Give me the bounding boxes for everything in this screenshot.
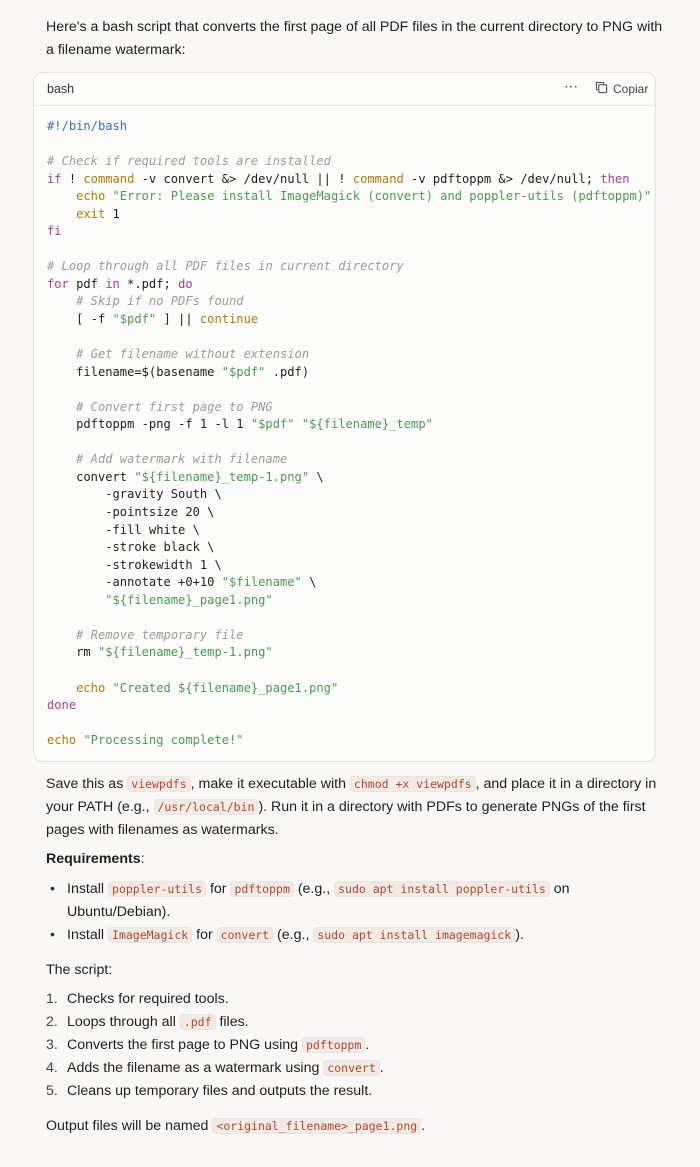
requirements-label: Requirements [46,851,141,867]
code-token: -gravity South \ [47,487,222,502]
code-line [47,486,651,504]
steps-list [46,988,666,1103]
code-token: fi [47,224,62,239]
code-token: exit [76,206,106,221]
code-line [47,609,651,627]
code-line [47,311,651,329]
output-note [46,1115,666,1138]
code-token: "Processing complete!" [83,733,244,748]
text: . [421,1118,426,1134]
list-item [46,878,666,924]
code-token [47,628,76,642]
code-block-header [34,73,655,106]
code-line [47,223,651,241]
code-token [47,681,76,695]
code-token: [ -f [47,312,113,327]
code-line [47,416,651,434]
text: : [140,851,145,867]
code-token: convert [47,469,135,484]
code-token: pdf [68,276,106,291]
code-token: for [47,276,69,291]
list-item [46,924,666,947]
script-intro: The script: [46,962,113,978]
code-token: # Loop through all PDF files in current directory [47,259,404,274]
code-token: filename=$(basename [47,364,222,379]
code-token [47,452,76,466]
code-token [47,400,76,414]
code-line [47,258,651,276]
code-token: "${filename}_temp-1.png" [134,469,310,484]
code-line [47,697,651,715]
text: Output files will be named [46,1118,213,1134]
code-line [47,434,651,452]
list-number: 4. [46,1060,58,1076]
code-language-label: bash [47,82,75,96]
inline-code: chmod +x viewpdfs [350,776,476,792]
code-token: # Remove temporary file [76,627,244,642]
list-number: 3. [46,1037,58,1053]
text: for [192,927,217,943]
list-item [46,1011,666,1034]
code-token [47,347,76,361]
text: , and place it in a directory in your PATH (e.g., [46,776,657,815]
list-item [46,1080,666,1103]
code-token: ! [61,171,84,186]
code-token [295,417,302,431]
code-line [47,592,651,610]
code-token: continue [199,312,259,327]
text: Adds the filename as a watermark using [67,1060,324,1076]
requirements-heading [46,848,666,871]
text: ). Run it in a directory with PDFs to generate PNGs of the first pages with filenames as watermarks. [46,799,646,838]
code-token: echo [47,733,77,748]
code-line [47,293,651,311]
code-content [47,118,651,750]
code-token [47,294,76,308]
text: files. [215,1014,249,1030]
code-token: then [600,171,630,186]
text: (e.g., [293,881,335,897]
code-line [47,504,651,522]
code-token [47,207,76,221]
code-token: -annotate +0+10 [47,575,222,590]
inline-code: convert [323,1060,379,1076]
code-token: \ [301,575,317,590]
code-token: -fill white \ [47,522,200,537]
code-line [47,557,651,575]
code-line [47,136,651,154]
code-token: "${filename}_temp" [301,417,433,432]
list-item [46,1034,666,1057]
code-token: # Skip if no PDFs found [76,294,244,309]
code-token: 1 [105,206,120,221]
code-token: "$filename" [221,575,302,590]
text: Install [67,881,109,897]
code-line [47,539,651,557]
code-token: #!/bin/bash [47,119,128,133]
inline-code: <original_filename>_page1.png [212,1118,421,1134]
code-line [47,118,651,136]
code-line [47,188,651,206]
code-line [47,346,651,364]
code-line [47,381,651,399]
code-token: "${filename}_temp-1.png" [97,645,273,660]
code-token: \ [309,469,324,484]
code-line [47,469,651,487]
code-token: if [47,171,62,186]
code-token: -stroke black \ [47,540,215,555]
code-token: pdftoppm -png -f 1 -l 1 [47,417,251,432]
code-token [105,189,112,203]
text: . [365,1037,370,1053]
text: Save this as [46,776,128,792]
inline-code: pdftoppm [302,1037,365,1053]
code-token: "Created ${filename}_page1.png" [112,680,339,695]
text: . [379,1060,384,1076]
code-token: -pointsize 20 \ [47,505,215,520]
inline-code: pdftoppm [230,881,293,897]
code-token: -strokewidth 1 \ [47,557,222,572]
text: Checks for required tools. [67,991,229,1007]
code-line [47,680,651,698]
code-line [47,732,651,750]
code-token: -v convert &> /dev/null || ! [134,171,353,186]
inline-code: sudo apt install poppler-utils [334,881,550,897]
text: (e.g., [273,927,314,943]
code-token: in [105,276,120,291]
code-token: command [83,171,135,186]
code-token: -v pdftoppm &> /dev/null; [403,171,601,186]
list-number: 5. [46,1083,58,1099]
code-line [47,364,651,382]
inline-code: ImageMagick [108,927,192,943]
copy-label: Copiar [613,82,649,96]
code-line [47,399,651,417]
code-line [47,662,651,680]
intro-text: Here's a bash script that converts the first page of all PDF files in the current directory to PNG with a filename watermark: [46,19,663,58]
code-line [47,241,651,259]
copy-button[interactable] [595,81,648,97]
code-line [47,329,651,347]
text: Cleans up temporary files and outputs the result. [67,1083,373,1099]
code-token: "$pdf" [221,364,266,379]
code-line [47,171,651,189]
text: Loops through all [67,1014,180,1030]
text: , make it executable with [190,776,350,792]
code-token: # Add watermark with filename [76,452,288,467]
inline-code: poppler-utils [108,881,206,897]
list-item [46,988,666,1011]
code-token [105,681,112,695]
list-number: 1. [46,991,58,1007]
code-token: *.pdf; [119,276,179,291]
inline-code: .pdf [180,1014,216,1030]
code-token: # Get filename without extension [76,347,310,362]
code-token: echo [76,189,106,204]
code-line [47,715,651,733]
text: Converts the first page to PNG using [67,1037,302,1053]
code-token [47,593,105,607]
code-line [47,451,651,469]
code-token: # Check if required tools are installed [47,154,331,169]
text: for [206,881,231,897]
text: on Ubuntu/Debian). [67,881,570,920]
code-token: "$pdf" [112,312,157,327]
code-line [47,522,651,540]
inline-code: /usr/local/bin [154,799,259,815]
copy-icon [595,81,608,97]
code-line [47,627,651,645]
inline-code: viewpdfs [127,776,190,792]
code-token: echo [76,680,106,695]
text: ). [515,927,524,943]
code-token: command [352,171,404,186]
save-instructions [46,773,666,842]
code-line [47,153,651,171]
code-token: ] || [156,312,200,327]
code-line [47,574,651,592]
code-block [33,72,656,762]
list-item [46,1057,666,1080]
code-token: "Error: Please install ImageMagick (convert) and poppler-utils (pdftoppm)" [112,189,652,204]
code-token: "$pdf" [250,417,295,432]
inline-code: convert [217,927,273,943]
code-token: rm [47,645,98,660]
code-line [47,276,651,294]
list-number: 2. [46,1014,58,1030]
code-token [47,189,76,203]
text: Install [67,927,109,943]
code-token: "${filename}_page1.png" [105,592,273,607]
code-token: do [178,276,193,291]
code-line [47,644,651,662]
code-token: done [47,698,77,713]
inline-code: sudo apt install imagemagick [313,927,515,943]
code-line [47,206,651,224]
code-token: # Convert first page to PNG [76,399,273,414]
code-token: .pdf) [265,364,310,379]
requirements-list [46,878,666,947]
more-options-icon[interactable]: ⋯ [564,78,579,94]
